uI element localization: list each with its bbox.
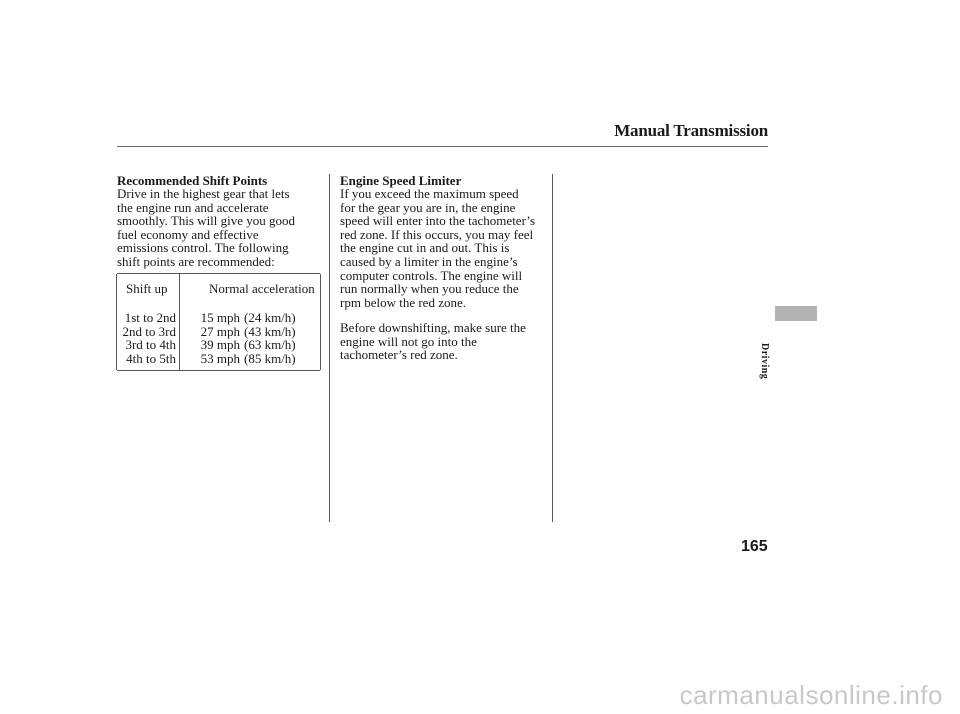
table-cell-gear: 4th to 5th — [126, 350, 176, 366]
section-tab-label: Driving — [759, 343, 770, 380]
table-header-normal-acceleration: Normal acceleration — [209, 281, 315, 296]
body-line: Drive in the highest gear that lets — [117, 186, 290, 201]
engine-speed-limiter-heading: Engine Speed Limiter — [340, 173, 462, 188]
table-cell-kmh: (24 km/h) — [244, 310, 296, 325]
recommended-shift-points-heading: Recommended Shift Points — [117, 173, 268, 188]
table-cell-mph: 27 mph — [200, 323, 240, 339]
body-line: computer controls. The engine will — [340, 267, 523, 283]
body-line: the engine cut in and out. This is — [340, 240, 510, 256]
engine-speed-limiter-para1 — [340, 187, 552, 309]
body-line: smoothly. This will give you good — [117, 213, 296, 229]
body-line: shift points are recommended: — [117, 253, 275, 269]
body-line: fuel economy and effective — [117, 226, 259, 242]
table-column-divider — [179, 274, 180, 370]
table-cell-gear: 2nd to 3rd — [122, 323, 176, 339]
table-cell-mph: 15 mph — [200, 310, 240, 325]
header-divider — [117, 146, 768, 147]
body-line: Before downshifting, make sure the — [340, 320, 526, 335]
section-tab — [775, 306, 817, 321]
table-gear-column — [117, 311, 176, 365]
body-line: caused by a limiter in the engine’s — [340, 253, 518, 269]
table-header-shift-up: Shift up — [126, 281, 168, 296]
table-kmh-column — [244, 311, 316, 365]
table-cell-kmh: (63 km/h) — [244, 337, 296, 353]
column-divider — [329, 174, 330, 522]
body-line: red zone. If this occurs, you may feel — [340, 226, 534, 242]
column-divider — [552, 174, 553, 522]
table-cell-mph: 53 mph — [200, 350, 240, 366]
page-number: 165 — [741, 538, 768, 555]
shift-points-table — [117, 273, 320, 371]
table-cell-gear: 3rd to 4th — [125, 337, 176, 353]
body-line: tachometer’s red zone. — [340, 347, 458, 363]
body-line: speed will enter into the tachometer’s — [340, 213, 536, 229]
body-line: the engine run and accelerate — [117, 199, 269, 215]
table-cell-kmh: (85 km/h) — [244, 350, 296, 366]
watermark: carmanualsonline.info — [679, 680, 943, 710]
table-mph-column — [187, 311, 240, 365]
body-line: engine will not go into the — [340, 333, 477, 349]
table-cell-kmh: (43 km/h) — [244, 323, 296, 339]
table-cell-gear: 1st to 2nd — [124, 310, 176, 325]
recommended-shift-points-body — [117, 187, 325, 269]
page-title: Manual Transmission — [614, 121, 768, 140]
body-line: If you exceed the maximum speed — [340, 186, 519, 201]
table-cell-mph: 39 mph — [200, 337, 240, 353]
body-line: run normally when you reduce the — [340, 281, 519, 297]
body-line: for the gear you are in, the engine — [340, 199, 516, 215]
engine-speed-limiter-para2 — [340, 321, 552, 362]
body-line: emissions control. The following — [117, 240, 289, 256]
body-line: rpm below the red zone. — [340, 294, 466, 310]
table-right-border — [320, 274, 321, 370]
